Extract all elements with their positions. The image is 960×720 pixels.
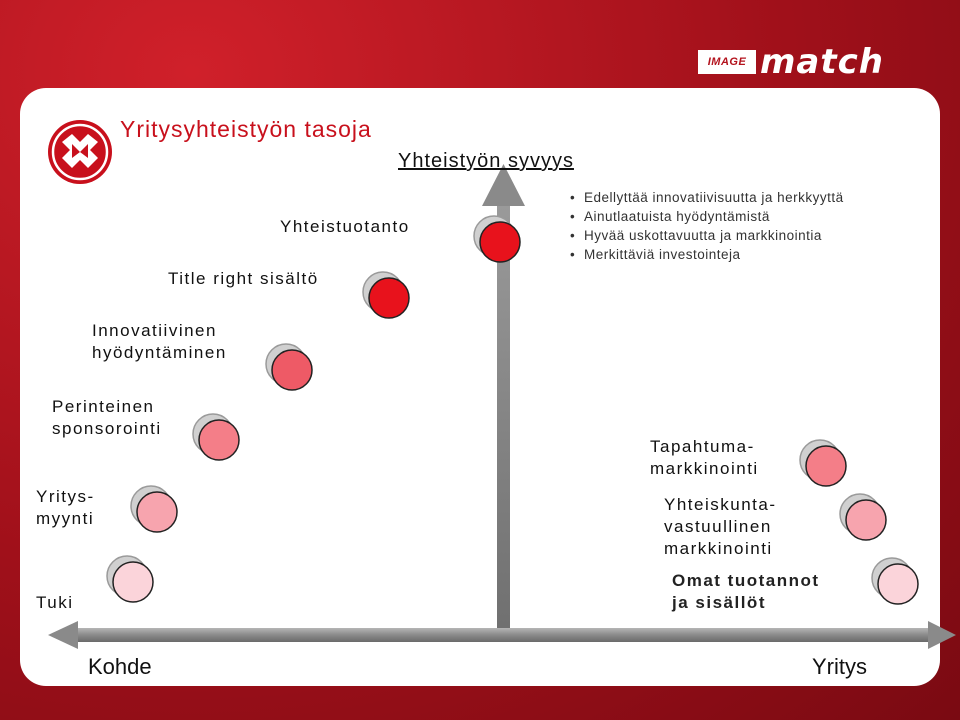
- level-label-yhteistuotanto: Yhteistuotanto: [280, 217, 410, 236]
- bullet-item: • Ainutlaatuista hyödyntämistä: [570, 207, 844, 226]
- level-label-yritysmyynti-line1: Yritys-: [36, 487, 95, 506]
- level-label-perinteinen-line1: Perinteinen: [52, 397, 155, 416]
- bullet-item: • Merkittäviä investointeja: [570, 245, 844, 264]
- level-label-tapahtuma-line1: Tapahtuma-: [650, 437, 755, 456]
- marker-title-right: [363, 272, 409, 318]
- level-label-yritysmyynti-line2: myynti: [36, 509, 95, 528]
- level-label-innovatiivinen-line2: hyödyntäminen: [92, 343, 227, 362]
- axis-left-label: Kohde: [88, 654, 152, 679]
- level-label-innovatiivinen-line1: Innovatiivinen: [92, 321, 217, 340]
- level-label-yhteiskunta: [664, 494, 777, 560]
- marker-yhteistuotanto: [474, 216, 520, 262]
- marker-innovatiivinen: [266, 344, 312, 390]
- marker-tapahtuma: [800, 440, 846, 486]
- logo-word: IMAGE: [698, 50, 756, 74]
- level-label-yhteiskunta-line3: markkinointi: [664, 539, 773, 558]
- depth-axis-title: Yhteistyön syvyys: [398, 150, 574, 172]
- level-label-perinteinen: [52, 396, 162, 440]
- level-label-yritysmyynti: [36, 486, 95, 530]
- bullet-item: • Hyvää uskottavuutta ja markkinointia: [570, 226, 844, 245]
- logo-main: match: [760, 42, 884, 82]
- level-label-tapahtuma: [650, 436, 759, 480]
- level-label-omat-line1: Omat tuotannot: [672, 571, 820, 590]
- level-label-title-right: Title right sisältö: [168, 269, 319, 288]
- level-label-omat: [672, 570, 820, 614]
- marker-perinteinen: [193, 414, 239, 460]
- level-label-yhteiskunta-line2: vastuullinen: [664, 517, 772, 536]
- marker-omat: [872, 558, 918, 604]
- marker-tuki: [107, 556, 153, 602]
- company-logo-icon: [48, 120, 112, 184]
- axis-right-label: Yritys: [812, 654, 867, 679]
- marker-yhteiskunta: [840, 494, 886, 540]
- slide-title: Yritysyhteistyön tasoja: [120, 116, 372, 142]
- level-label-yhteiskunta-line1: Yhteiskunta-: [664, 495, 777, 514]
- bullet-item: • Edellyttää innovatiivisuutta ja herkkyyttä: [570, 188, 844, 207]
- level-label-tuki: Tuki: [36, 593, 74, 612]
- depth-bullet-list: [570, 188, 844, 264]
- level-label-tapahtuma-line2: markkinointi: [650, 459, 759, 478]
- level-label-perinteinen-line2: sponsorointi: [52, 419, 162, 438]
- level-label-omat-line2: ja sisällöt: [672, 593, 766, 612]
- level-label-innovatiivinen: [92, 320, 262, 364]
- marker-yritysmyynti: [131, 486, 177, 532]
